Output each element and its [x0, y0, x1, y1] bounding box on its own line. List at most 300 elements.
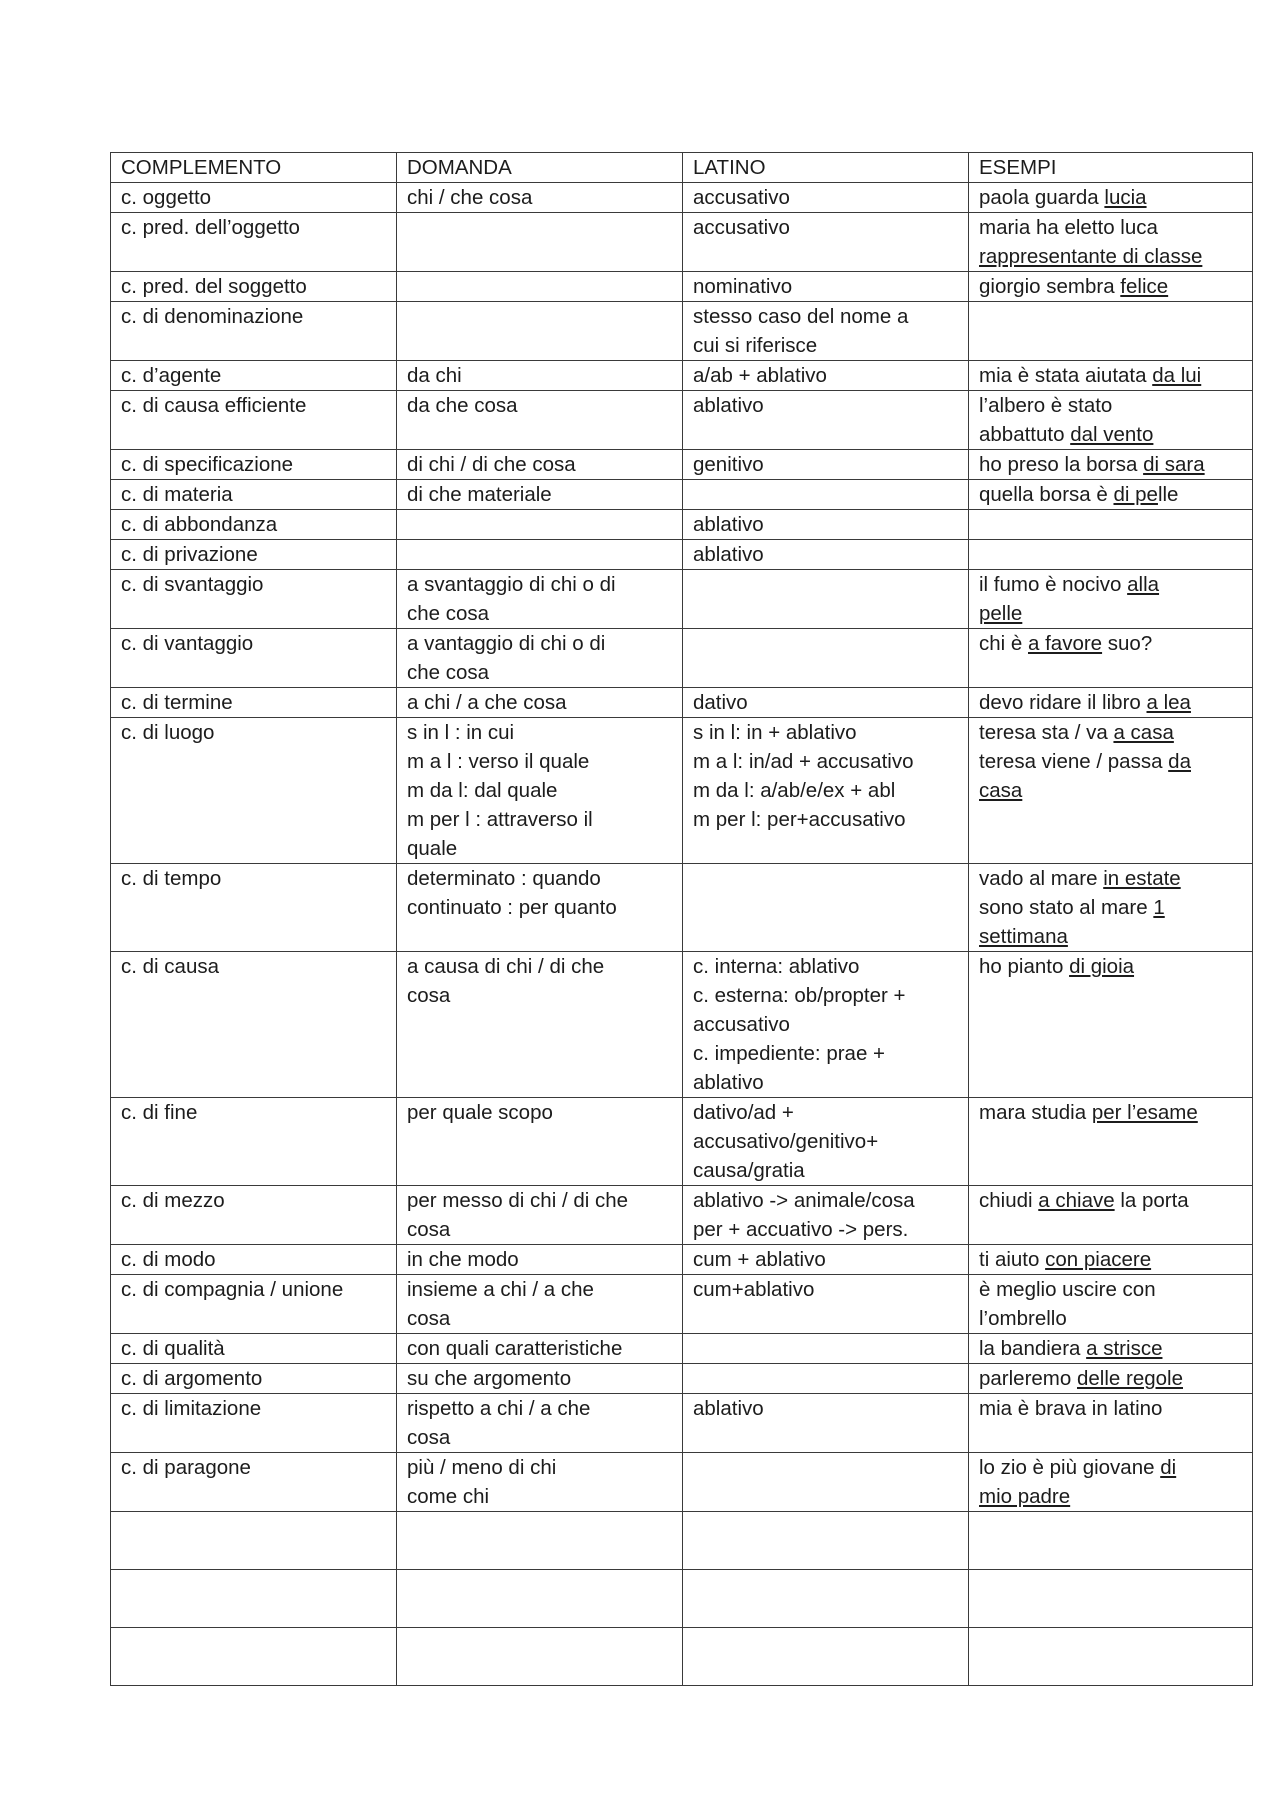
- domanda-cell: [397, 272, 683, 302]
- cell-line: in che modo: [407, 1248, 519, 1271]
- example-text: devo ridare il libro: [979, 691, 1147, 714]
- cell-line: di che materiale: [407, 483, 552, 506]
- cell-line: cum+ablativo: [693, 1278, 815, 1301]
- complemento-cell: [111, 1186, 397, 1245]
- example-text: paola guarda: [979, 186, 1105, 209]
- domanda-cell: [397, 391, 683, 450]
- cell-line: ablativo: [693, 1397, 764, 1420]
- domanda-cell: [397, 1453, 683, 1512]
- cell-line: [979, 599, 1242, 628]
- esempi-cell: [969, 302, 1253, 361]
- complemento-cell: [111, 1570, 397, 1628]
- cell-line: per messo di chi / di che: [407, 1189, 629, 1212]
- complemento-cell: [111, 1628, 397, 1686]
- table-row: [111, 1275, 1253, 1334]
- underlined-example: da: [1168, 750, 1191, 773]
- domanda-cell: [397, 540, 683, 570]
- complemento-cell: [111, 213, 397, 272]
- cell-line: nominativo: [693, 275, 793, 298]
- domanda-cell: [397, 1628, 683, 1686]
- cell-line: c. di qualità: [121, 1337, 225, 1360]
- cell-line: [979, 1186, 1242, 1215]
- cell-line: determinato : quando: [407, 867, 601, 890]
- latino-cell: [683, 1245, 969, 1275]
- cell-line: cum + ablativo: [693, 1248, 826, 1271]
- cell-line: quale: [407, 837, 458, 860]
- esempi-cell: [969, 629, 1253, 688]
- latino-cell: [683, 629, 969, 688]
- example-text: l’albero è stato: [979, 394, 1113, 417]
- complemento-cell: [111, 1275, 397, 1334]
- example-text: lo zio è più giovane: [979, 1456, 1161, 1479]
- cell-line: m da l: dal quale: [407, 779, 558, 802]
- latino-cell: [683, 272, 969, 302]
- table-row: [111, 510, 1253, 540]
- domanda-cell: [397, 450, 683, 480]
- example-text: mia è brava in latino: [979, 1397, 1163, 1420]
- example-text: è meglio uscire con: [979, 1278, 1156, 1301]
- complemento-cell: [111, 1394, 397, 1453]
- example-text: lle: [1157, 483, 1179, 506]
- latino-cell: [683, 1628, 969, 1686]
- example-text: ho pianto: [979, 955, 1070, 978]
- table-row: [111, 1512, 1253, 1570]
- underlined-example: a strisce: [1086, 1337, 1163, 1360]
- esempi-cell: [969, 1098, 1253, 1186]
- cell-line: c. di modo: [121, 1248, 216, 1271]
- complemento-cell: [111, 1334, 397, 1364]
- complemento-cell: [111, 361, 397, 391]
- complemento-cell: [111, 540, 397, 570]
- example-text: sono stato al mare: [979, 896, 1154, 919]
- underlined-example: dal vento: [1070, 423, 1154, 446]
- cell-line: chi / che cosa: [407, 186, 533, 209]
- cell-line: [979, 183, 1242, 212]
- cell-line: [979, 1394, 1242, 1423]
- table-row: [111, 1364, 1253, 1394]
- example-text: ti aiuto: [979, 1248, 1046, 1271]
- document-page: [110, 152, 1205, 1686]
- cell-line: c. oggetto: [121, 186, 212, 209]
- cell-line: c. pred. del soggetto: [121, 275, 307, 298]
- table-row: [111, 1245, 1253, 1275]
- esempi-cell: [969, 688, 1253, 718]
- cell-line: c. di causa: [121, 955, 219, 978]
- latino-cell: [683, 183, 969, 213]
- table-row: [111, 540, 1253, 570]
- cell-line: su che argomento: [407, 1367, 572, 1390]
- table-row: [111, 688, 1253, 718]
- cell-line: [979, 213, 1242, 242]
- cell-line: m da l: a/ab/e/ex + abl: [693, 779, 896, 802]
- domanda-cell: [397, 1570, 683, 1628]
- table-row: [111, 450, 1253, 480]
- cell-line: [979, 1245, 1242, 1274]
- esempi-cell: [969, 1453, 1253, 1512]
- table-row: [111, 629, 1253, 688]
- cell-line: genitivo: [693, 453, 764, 476]
- cell-line: accusativo/genitivo+: [693, 1130, 879, 1153]
- complemento-cell: [111, 688, 397, 718]
- domanda-cell: [397, 1394, 683, 1453]
- esempi-cell: [969, 183, 1253, 213]
- cell-line: con quali caratteristiche: [407, 1337, 623, 1360]
- cell-line: c. di argomento: [121, 1367, 263, 1390]
- header-cell-esempi: ESEMPI: [969, 153, 1253, 183]
- latino-cell: [683, 540, 969, 570]
- cell-line: [979, 718, 1242, 747]
- cell-line: m a l: in/ad + accusativo: [693, 750, 914, 773]
- underlined-example: a favore: [1028, 632, 1103, 655]
- table-row: [111, 213, 1253, 272]
- esempi-cell: [969, 864, 1253, 952]
- cell-line: c. di limitazione: [121, 1397, 262, 1420]
- cell-line: [979, 1275, 1242, 1304]
- cell-line: [979, 1098, 1242, 1127]
- cell-line: [979, 864, 1242, 893]
- underlined-example: per l’esame: [1091, 1101, 1198, 1124]
- esempi-cell: [969, 272, 1253, 302]
- cell-line: come chi: [407, 1485, 490, 1508]
- example-text: chiudi: [979, 1189, 1039, 1212]
- example-text: teresa viene / passa: [979, 750, 1169, 773]
- table-row: [111, 480, 1253, 510]
- esempi-cell: [969, 480, 1253, 510]
- cell-line: a causa di chi / di che: [407, 955, 605, 978]
- latino-cell: [683, 391, 969, 450]
- cell-line: c. di tempo: [121, 867, 222, 890]
- esempi-cell: [969, 1512, 1253, 1570]
- underlined-example: settimana: [979, 925, 1068, 948]
- table-row: [111, 1394, 1253, 1453]
- latino-cell: [683, 510, 969, 540]
- domanda-cell: [397, 1098, 683, 1186]
- cell-line: m per l: per+accusativo: [693, 808, 906, 831]
- domanda-cell: [397, 1334, 683, 1364]
- complemento-cell: [111, 629, 397, 688]
- underlined-example: di: [1160, 1456, 1177, 1479]
- esempi-cell: [969, 1394, 1253, 1453]
- underlined-example: casa: [979, 779, 1023, 802]
- esempi-cell: [969, 1275, 1253, 1334]
- cell-line: cosa: [407, 1307, 451, 1330]
- cell-line: rispetto a chi / a che: [407, 1397, 591, 1420]
- underlined-example: pelle: [979, 602, 1023, 625]
- cell-line: [979, 242, 1242, 271]
- complemento-cell: [111, 952, 397, 1098]
- header-cell-latino: LATINO: [683, 153, 969, 183]
- cell-line: c. di mezzo: [121, 1189, 225, 1212]
- example-text: chi è: [979, 632, 1028, 655]
- cell-line: [979, 420, 1242, 449]
- latino-cell: [683, 1394, 969, 1453]
- cell-line: [979, 629, 1242, 658]
- cell-line: a chi / a che cosa: [407, 691, 567, 714]
- cell-line: cosa: [407, 984, 451, 1007]
- example-text: quella borsa è: [979, 483, 1114, 506]
- latino-cell: [683, 480, 969, 510]
- cell-line: ablativo: [693, 1071, 764, 1094]
- domanda-cell: [397, 1245, 683, 1275]
- cell-line: s in l: in + ablativo: [693, 721, 857, 744]
- underlined-example: mio padre: [979, 1485, 1071, 1508]
- domanda-cell: [397, 688, 683, 718]
- cell-line: cui si riferisce: [693, 334, 818, 357]
- latino-cell: [683, 864, 969, 952]
- esempi-cell: [969, 718, 1253, 864]
- example-text: abbattuto: [979, 423, 1071, 446]
- underlined-example: rappresentante di classe: [979, 245, 1203, 268]
- example-text: il fumo è nocivo: [979, 573, 1128, 596]
- complemento-cell: [111, 183, 397, 213]
- cell-line: da che cosa: [407, 394, 518, 417]
- cell-line: a vantaggio di chi o di: [407, 632, 606, 655]
- example-text: teresa sta / va: [979, 721, 1114, 744]
- latino-cell: [683, 450, 969, 480]
- complemento-cell: [111, 1364, 397, 1394]
- cell-line: [979, 893, 1242, 922]
- cell-line: ablativo: [693, 394, 764, 417]
- cell-line: per quale scopo: [407, 1101, 553, 1124]
- latino-cell: [683, 1334, 969, 1364]
- cell-line: m a l : verso il quale: [407, 750, 590, 773]
- table-row: [111, 183, 1253, 213]
- cell-line: [979, 361, 1242, 390]
- cell-line: insieme a chi / a che: [407, 1278, 594, 1301]
- esempi-cell: [969, 1364, 1253, 1394]
- underlined-example: 1: [1153, 896, 1165, 919]
- complemento-cell: [111, 570, 397, 629]
- cell-line: c. d’agente: [121, 364, 222, 387]
- esempi-cell: [969, 1245, 1253, 1275]
- latino-cell: [683, 718, 969, 864]
- cell-line: [979, 1334, 1242, 1363]
- cell-line: [979, 570, 1242, 599]
- latino-cell: [683, 302, 969, 361]
- cell-line: c. di privazione: [121, 543, 258, 566]
- underlined-example: felice: [1120, 275, 1169, 298]
- table-row: [111, 361, 1253, 391]
- table-row: [111, 1453, 1253, 1512]
- example-text: la porta: [1114, 1189, 1189, 1212]
- domanda-cell: [397, 1275, 683, 1334]
- esempi-cell: [969, 361, 1253, 391]
- esempi-cell: [969, 1186, 1253, 1245]
- esempi-cell: [969, 213, 1253, 272]
- latino-cell: [683, 570, 969, 629]
- cell-line: a svantaggio di chi o di: [407, 573, 616, 596]
- example-text: ho preso la borsa: [979, 453, 1144, 476]
- latino-cell: [683, 952, 969, 1098]
- complemento-cell: [111, 1098, 397, 1186]
- complemento-cell: [111, 1512, 397, 1570]
- complemento-cell: [111, 450, 397, 480]
- table-row: [111, 1334, 1253, 1364]
- complemento-cell: [111, 391, 397, 450]
- domanda-cell: [397, 570, 683, 629]
- esempi-cell: [969, 391, 1253, 450]
- underlined-example: in estate: [1103, 867, 1181, 890]
- latino-cell: [683, 361, 969, 391]
- domanda-cell: [397, 510, 683, 540]
- domanda-cell: [397, 302, 683, 361]
- grammar-table: [110, 152, 1253, 1686]
- table-row: [111, 272, 1253, 302]
- underlined-example: delle regole: [1077, 1367, 1183, 1390]
- example-text: mara studia: [979, 1101, 1092, 1124]
- cell-line: [979, 391, 1242, 420]
- underlined-example: di sara: [1143, 453, 1205, 476]
- cell-line: [979, 776, 1242, 805]
- cell-line: [979, 688, 1242, 717]
- table-row: [111, 952, 1253, 1098]
- complemento-cell: [111, 302, 397, 361]
- latino-cell: [683, 1570, 969, 1628]
- domanda-cell: [397, 864, 683, 952]
- header-cell-domanda: DOMANDA: [397, 153, 683, 183]
- example-text: mia è stata aiutata: [979, 364, 1153, 387]
- domanda-cell: [397, 361, 683, 391]
- cell-line: c. di fine: [121, 1101, 198, 1124]
- cell-line: c. di vantaggio: [121, 632, 254, 655]
- example-text: vado al mare: [979, 867, 1104, 890]
- table-row: [111, 391, 1253, 450]
- cell-line: c. di abbondanza: [121, 513, 278, 536]
- cell-line: [979, 922, 1242, 951]
- cell-line: c. pred. dell’oggetto: [121, 216, 300, 239]
- underlined-example: a lea: [1146, 691, 1191, 714]
- cell-line: c. interna: ablativo: [693, 955, 860, 978]
- cell-line: c. impediente: prae +: [693, 1042, 886, 1065]
- underlined-example: di pe: [1113, 483, 1158, 506]
- cell-line: c. di compagnia / unione: [121, 1278, 344, 1301]
- cell-line: c. di paragone: [121, 1456, 251, 1479]
- cell-line: [979, 952, 1242, 981]
- cell-line: che cosa: [407, 602, 490, 625]
- table-header-row: [111, 153, 1253, 183]
- domanda-cell: [397, 480, 683, 510]
- example-text: parleremo: [979, 1367, 1077, 1390]
- complemento-cell: [111, 510, 397, 540]
- cell-line: c. di luogo: [121, 721, 215, 744]
- complemento-cell: [111, 864, 397, 952]
- latino-cell: [683, 1453, 969, 1512]
- cell-line: continuato : per quanto: [407, 896, 617, 919]
- cell-line: cosa: [407, 1426, 451, 1449]
- underlined-example: alla: [1127, 573, 1160, 596]
- cell-line: c. di denominazione: [121, 305, 304, 328]
- table-row: [111, 864, 1253, 952]
- cell-line: accusativo: [693, 186, 790, 209]
- domanda-cell: [397, 718, 683, 864]
- cell-line: [979, 1482, 1242, 1511]
- complemento-cell: [111, 480, 397, 510]
- cell-line: [979, 272, 1242, 301]
- cell-line: che cosa: [407, 661, 490, 684]
- domanda-cell: [397, 1512, 683, 1570]
- latino-cell: [683, 1275, 969, 1334]
- esempi-cell: [969, 540, 1253, 570]
- esempi-cell: [969, 510, 1253, 540]
- cell-line: [979, 747, 1242, 776]
- latino-cell: [683, 1186, 969, 1245]
- underlined-example: a casa: [1113, 721, 1174, 744]
- underlined-example: a chiave: [1038, 1189, 1115, 1212]
- cell-line: [979, 1304, 1242, 1333]
- complemento-cell: [111, 272, 397, 302]
- complemento-cell: [111, 718, 397, 864]
- cell-line: cosa: [407, 1218, 451, 1241]
- esempi-cell: [969, 1334, 1253, 1364]
- cell-line: [979, 1453, 1242, 1482]
- esempi-cell: [969, 450, 1253, 480]
- domanda-cell: [397, 1186, 683, 1245]
- example-text: maria ha eletto luca: [979, 216, 1158, 239]
- cell-line: causa/gratia: [693, 1159, 805, 1182]
- cell-line: dativo/ad +: [693, 1101, 794, 1124]
- esempi-cell: [969, 1628, 1253, 1686]
- cell-line: c. di specificazione: [121, 453, 294, 476]
- example-text: l’ombrello: [979, 1307, 1067, 1330]
- cell-line: s in l : in cui: [407, 721, 515, 744]
- cell-line: [979, 1364, 1242, 1393]
- table-row: [111, 718, 1253, 864]
- cell-line: [979, 450, 1242, 479]
- cell-line: per + accuativo -> pers.: [693, 1218, 909, 1241]
- underlined-example: con piacere: [1045, 1248, 1152, 1271]
- cell-line: ablativo -> animale/cosa: [693, 1189, 915, 1212]
- latino-cell: [683, 1512, 969, 1570]
- latino-cell: [683, 1364, 969, 1394]
- underlined-example: lucia: [1104, 186, 1147, 209]
- complemento-cell: [111, 1453, 397, 1512]
- esempi-cell: [969, 570, 1253, 629]
- table-row: [111, 570, 1253, 629]
- domanda-cell: [397, 213, 683, 272]
- underlined-example: da lui: [1152, 364, 1202, 387]
- domanda-cell: [397, 952, 683, 1098]
- cell-line: dativo: [693, 691, 748, 714]
- cell-line: ablativo: [693, 543, 764, 566]
- cell-line: stesso caso del nome a: [693, 305, 909, 328]
- complemento-cell: [111, 1245, 397, 1275]
- example-text: suo?: [1102, 632, 1153, 655]
- esempi-cell: [969, 1570, 1253, 1628]
- latino-cell: [683, 1098, 969, 1186]
- table-row: [111, 1098, 1253, 1186]
- cell-line: c. di causa efficiente: [121, 394, 307, 417]
- table-row: [111, 1186, 1253, 1245]
- domanda-cell: [397, 1364, 683, 1394]
- latino-cell: [683, 688, 969, 718]
- cell-line: [979, 480, 1242, 509]
- cell-line: m per l : attraverso il: [407, 808, 593, 831]
- esempi-cell: [969, 952, 1253, 1098]
- underlined-example: di gioia: [1069, 955, 1135, 978]
- cell-line: a/ab + ablativo: [693, 364, 827, 387]
- domanda-cell: [397, 629, 683, 688]
- cell-line: accusativo: [693, 216, 790, 239]
- table-row: [111, 1570, 1253, 1628]
- cell-line: da chi: [407, 364, 462, 387]
- cell-line: c. di termine: [121, 691, 233, 714]
- example-text: giorgio sembra: [979, 275, 1121, 298]
- cell-line: c. di materia: [121, 483, 233, 506]
- cell-line: di chi / di che cosa: [407, 453, 576, 476]
- header-cell-complemento: COMPLEMENTO: [111, 153, 397, 183]
- cell-line: ablativo: [693, 513, 764, 536]
- cell-line: c. esterna: ob/propter +: [693, 984, 906, 1007]
